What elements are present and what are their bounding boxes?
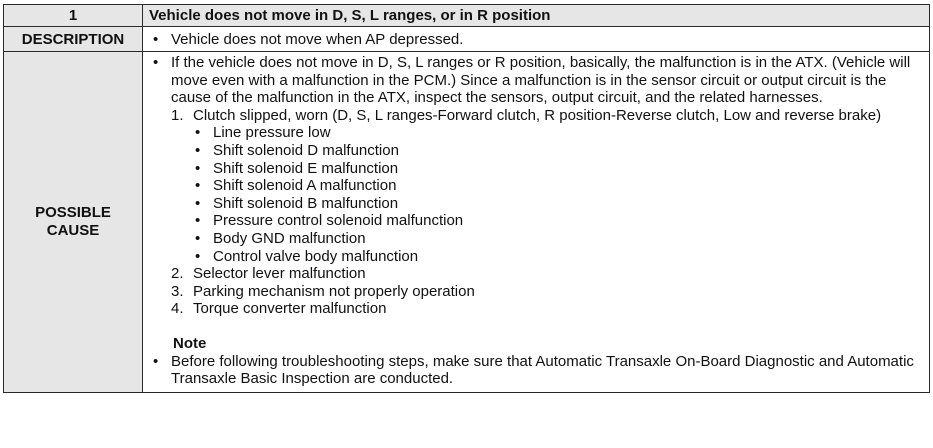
cause-subitem-text: Body GND malfunction [213,229,366,247]
description-text: Vehicle does not move when AP depressed. [171,30,464,48]
possible-cause-label-line2: CAUSE [46,221,100,239]
possible-cause-label-line1: POSSIBLE [35,203,111,221]
possible-cause-label [4,52,143,393]
cause-item-number: 1. [171,106,184,124]
cause-subitem [151,142,923,160]
bullet-icon: • [195,141,201,159]
bullet-icon: • [195,212,201,230]
spacer [151,318,923,335]
cause-subitem-text: Shift solenoid E malfunction [213,159,399,177]
cause-list-item [151,283,923,301]
possible-cause-row [4,52,930,393]
cause-list-item [151,265,923,283]
cause-item-text: Clutch slipped, worn (D, S, L ranges-Forward clutch, R position-Reverse clutch, Low and reverse brake) [193,106,882,124]
description-content [143,27,930,52]
note-item [151,353,923,388]
description-item [151,31,923,48]
cause-subitem-text: Pressure control solenoid malfunction [213,212,464,230]
cause-item-number: 2. [171,265,184,283]
cause-subitem-text: Shift solenoid A malfunction [213,177,397,195]
cause-item-text: Parking mechanism not properly operation [193,282,475,300]
cause-intro [151,54,923,107]
bullet-icon: • [195,229,201,247]
cause-subitem [151,212,923,230]
troubleshooting-table [3,4,930,393]
description-row [4,27,930,52]
bullet-icon: • [153,352,159,370]
bullet-icon: • [153,54,159,71]
bullet-icon: • [153,30,159,48]
cause-item-text: Torque converter malfunction [193,300,387,318]
cause-subitem [151,195,923,213]
cause-subitem-text: Control valve body malfunction [213,247,419,265]
cause-subitem [151,230,923,248]
description-label: DESCRIPTION [4,27,143,52]
cause-subitem [151,177,923,195]
step-number: 1 [4,5,143,27]
cause-list-item [151,300,923,318]
cause-subitem-text: Shift solenoid B malfunction [213,194,399,212]
cause-subitem [151,248,923,266]
cause-intro-text: If the vehicle does not move in D, S, L ranges or R position, basically, the malfunction is in the ATX. (Vehicle will move even with a malfunction in the PCM.) Since a malfunction is in the sensor circuit or output circuit is the cause of the malfunction in the ATX, inspect the sensors, output circuit, and the related harnesses. [171,54,911,107]
cause-item-text: Selector lever malfunction [193,265,366,283]
note-heading: Note [173,334,207,352]
note-text: Before following troubleshooting steps, make sure that Automatic Transaxle On-Board Diagnostic and Automatic Transaxle Basic Inspection are conducted. [171,352,914,388]
bullet-icon: • [195,159,201,177]
bullet-icon: • [195,247,201,265]
cause-list-item [151,107,923,125]
diagnostic-page [3,4,930,442]
cause-item-number: 3. [171,282,184,300]
bullet-icon: • [195,124,201,142]
step-title: Vehicle does not move in D, S, L ranges, or in R position [143,5,930,27]
cause-subitem-text: Line pressure low [213,124,331,142]
bullet-icon: • [195,177,201,195]
cause-item-number: 4. [171,300,184,318]
bullet-icon: • [195,194,201,212]
cause-subitem [151,160,923,178]
possible-cause-content [143,52,930,393]
cause-subitem [151,124,923,142]
header-row [4,5,930,27]
cause-subitem-text: Shift solenoid D malfunction [213,141,399,159]
